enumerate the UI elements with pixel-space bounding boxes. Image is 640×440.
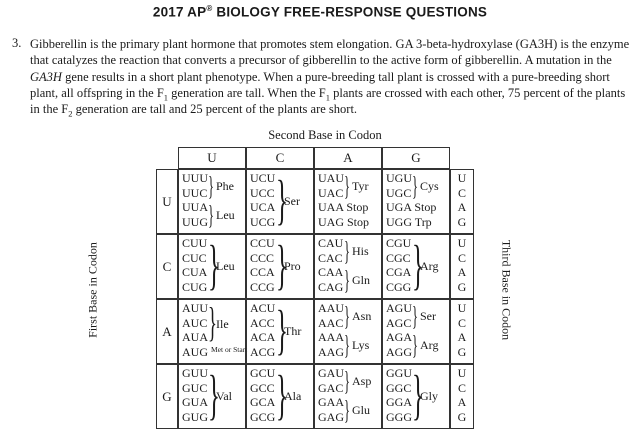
codon: GCC xyxy=(250,380,275,395)
question-text xyxy=(30,36,632,117)
codon: CUG xyxy=(182,279,208,294)
question-text-part: gene results in a short plant phenotype. When a pure-breeding tall plant is crossed with a pure-breeding short plant, all offspring in the F xyxy=(30,69,610,100)
amino-acid-label: Lys xyxy=(352,338,370,353)
amino-acid-label: Gly xyxy=(420,388,438,403)
header-title-rest: BIOLOGY FREE-RESPONSE QUESTIONS xyxy=(212,4,488,20)
amino-acid-label: Leu xyxy=(216,258,235,273)
second-base-label: G xyxy=(411,150,421,165)
amino-acid-brace: } xyxy=(344,300,350,331)
amino-acid-brace: } xyxy=(344,394,350,425)
codon: AUA xyxy=(182,330,208,344)
codon: GGA xyxy=(386,395,412,409)
amino-acid-brace: } xyxy=(344,365,350,396)
codon: AAG xyxy=(318,344,344,359)
codon: CAG xyxy=(318,279,344,294)
amino-acid-label: Pro xyxy=(284,258,301,273)
codon: AAC xyxy=(318,315,344,330)
codon: CUC xyxy=(182,250,207,265)
codon: UGC xyxy=(386,185,412,200)
codon: GGG xyxy=(386,409,412,424)
amino-acid-label: Val xyxy=(216,388,232,403)
amino-acid-brace: } xyxy=(412,329,418,360)
codon: ACG xyxy=(250,344,276,359)
third-base-label: U xyxy=(457,171,467,185)
codon: ACA xyxy=(250,330,276,344)
codon: AGU xyxy=(386,301,412,315)
codon: UGG Trp xyxy=(386,214,432,229)
codon: CCG xyxy=(250,279,275,294)
amino-acid-brace: } xyxy=(276,299,288,360)
codon: UCU xyxy=(250,171,276,185)
codon: AGC xyxy=(386,315,412,330)
amino-acid-label: Phe xyxy=(216,179,234,194)
codon: UUU xyxy=(182,171,208,185)
amino-acid-brace: } xyxy=(412,364,424,425)
question-number: 3. xyxy=(12,36,22,50)
generation-subscript: 1 xyxy=(163,92,169,103)
third-base-label: A xyxy=(457,395,467,409)
third-base-label: G xyxy=(457,409,467,424)
amino-acid-label: Leu xyxy=(216,208,235,223)
amino-acid-brace: } xyxy=(276,364,288,425)
amino-acid-brace: } xyxy=(208,234,220,295)
codon: GCG xyxy=(250,409,276,424)
amino-acid-brace: } xyxy=(276,234,288,295)
first-base-label: C xyxy=(162,258,172,274)
amino-acid-label: Glu xyxy=(352,403,370,418)
codon: CAC xyxy=(318,250,343,265)
first-base-label: G xyxy=(162,388,172,404)
codon: CCA xyxy=(250,265,275,279)
amino-acid-label: Arg xyxy=(420,338,439,353)
amino-acid-label: Ser xyxy=(420,309,436,324)
third-base-label: C xyxy=(457,315,466,330)
codon: AAU xyxy=(318,301,344,315)
codon: CCC xyxy=(250,250,275,265)
page-header xyxy=(0,4,640,20)
amino-acid-label: Ala xyxy=(284,388,302,403)
amino-acid-label: Thr xyxy=(284,323,302,338)
amino-acid-label: His xyxy=(352,244,369,259)
codon: AAA xyxy=(318,330,344,344)
third-base-label: C xyxy=(457,185,466,200)
codon: UAA Stop xyxy=(318,200,369,214)
amino-acid-label: Asn xyxy=(352,309,372,324)
codon: AGG xyxy=(386,344,412,359)
amino-acid-label: Ser xyxy=(284,193,300,208)
codon: CGU xyxy=(386,236,412,250)
codon: CAU xyxy=(318,236,344,250)
amino-acid-brace: } xyxy=(412,234,424,295)
codon: CUA xyxy=(182,265,208,279)
first-base-title: First Base in Codon xyxy=(85,242,100,338)
third-base-title: Third Base in Codon xyxy=(499,239,514,341)
codon: GUU xyxy=(182,366,208,380)
codon: GCA xyxy=(250,395,276,409)
codon: AUU xyxy=(182,301,208,315)
codon: CAA xyxy=(318,265,344,279)
codon: UAC xyxy=(318,185,344,200)
codon: GCU xyxy=(250,366,276,380)
codon: GAA xyxy=(318,395,344,409)
third-base-label: C xyxy=(457,380,466,395)
second-base-label: A xyxy=(343,150,353,165)
codon: UUC xyxy=(182,185,208,200)
codon: GAG xyxy=(318,409,344,424)
amino-acid-label: Arg xyxy=(420,258,439,273)
third-base-label: A xyxy=(457,265,467,279)
amino-acid-brace: } xyxy=(344,329,350,360)
codon: GGC xyxy=(386,380,412,395)
codon: ACC xyxy=(250,315,275,330)
header-registered-mark: ® xyxy=(206,4,213,13)
codon: CGA xyxy=(386,265,412,279)
generation-subscript: 2 xyxy=(68,108,73,119)
amino-acid-label: Tyr xyxy=(352,179,369,194)
codon: CUU xyxy=(182,236,208,250)
third-base-label: C xyxy=(457,250,466,265)
question-text-part: generation are tall and 25 percent of the plants are short. xyxy=(72,102,358,117)
generation-subscript: 1 xyxy=(325,92,330,103)
codon: GUG xyxy=(182,409,208,424)
codon: UAU xyxy=(318,171,344,185)
amino-acid-brace: } xyxy=(412,300,418,331)
amino-acid-brace: } xyxy=(412,170,418,201)
amino-acid-brace: } xyxy=(344,170,350,201)
amino-acid-label: Gln xyxy=(352,273,370,288)
amino-acid-brace: } xyxy=(344,264,350,295)
third-base-label: A xyxy=(457,330,467,344)
codon: ACU xyxy=(250,301,276,315)
codon: CCU xyxy=(250,236,275,250)
codon: GUC xyxy=(182,380,208,395)
second-base-label: C xyxy=(275,150,285,165)
codon: UAG Stop xyxy=(318,214,370,229)
codon: UGA Stop xyxy=(386,200,437,214)
codon: CGG xyxy=(386,279,412,294)
codon: AGA xyxy=(386,330,412,344)
codon: GUA xyxy=(182,395,208,409)
gene-name: GA3H xyxy=(30,69,62,84)
question-text-part: plants are crossed with each other, 75 percent of the plants in the F xyxy=(30,85,626,117)
first-base-label: U xyxy=(162,193,172,209)
first-base-label: A xyxy=(162,323,172,339)
codon: GAU xyxy=(318,366,344,380)
third-base-label: U xyxy=(457,301,467,315)
third-base-label: G xyxy=(457,344,467,359)
amino-acid-brace: } xyxy=(208,170,214,201)
second-base-label: U xyxy=(207,150,217,165)
amino-acid-brace: } xyxy=(208,364,220,425)
codon: UCG xyxy=(250,214,276,229)
question-text-part: Gibberellin is the primary plant hormone that promotes stem elongation. GA 3-beta-hydroxylase (GA3H) is the enzyme that catalyzes the reaction that converts a precursor of gibberellin to the active form of gibberellin. A mutation in the xyxy=(30,37,630,68)
amino-acid-brace: } xyxy=(276,169,288,230)
amino-acid-label: Cys xyxy=(420,179,439,194)
codon-table xyxy=(156,147,481,429)
question-text-part: generation are tall. When the F xyxy=(168,85,326,100)
codon: GGU xyxy=(386,366,412,380)
codon: UCA xyxy=(250,200,276,214)
codon: AUG xyxy=(182,344,208,359)
codon: CGC xyxy=(386,250,411,265)
codon: UUA xyxy=(182,200,208,214)
third-base-label: G xyxy=(457,279,467,294)
third-base-label: U xyxy=(457,236,467,250)
amino-acid-label: Met or Start xyxy=(211,344,248,354)
amino-acid-label: Ile xyxy=(216,316,229,331)
header-title: 2017 AP xyxy=(152,4,207,20)
codon: GAC xyxy=(318,380,344,395)
third-base-label: G xyxy=(457,214,467,229)
codon: AUC xyxy=(182,315,208,330)
amino-acid-label: Asp xyxy=(352,374,372,389)
codon: UGU xyxy=(386,171,412,185)
amino-acid-brace: } xyxy=(208,299,217,345)
amino-acid-brace: } xyxy=(208,199,214,230)
third-base-label: A xyxy=(457,200,467,214)
codon: UUG xyxy=(182,214,208,229)
second-base-title: Second Base in Codon xyxy=(268,128,382,142)
third-base-label: U xyxy=(457,366,467,380)
codon: UCC xyxy=(250,185,275,200)
amino-acid-brace: } xyxy=(344,235,350,266)
